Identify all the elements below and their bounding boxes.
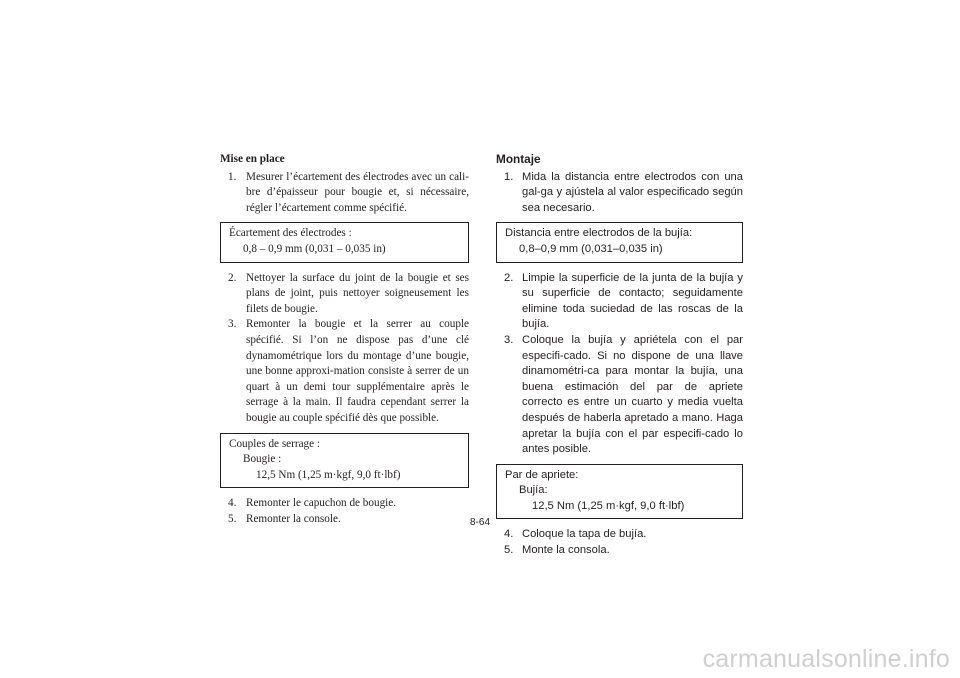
step-3-spanish [496, 333, 743, 458]
step-number: 4. [504, 528, 514, 541]
step-text: Coloque la tapa de bujía. [522, 528, 647, 541]
step-number: 5. [504, 544, 514, 557]
step-number: 1. [228, 170, 237, 183]
page-number: 8-64 [469, 517, 490, 528]
spec-box-torque-spanish [496, 464, 743, 520]
spec-value: 0,8–0,9 mm (0,031–0,035 in) [519, 242, 663, 255]
step-text: Mesurer l’écartement des électrodes avec un cali-bre d’épaisseur pour bougie et, si nécessaire, régler l’écartement comme spécifié. [246, 170, 469, 214]
step-3-french [220, 317, 469, 426]
spec-subtitle: Bujía: [519, 484, 548, 497]
spec-title: Distancia entre electrodos de la bujía: [505, 227, 693, 240]
spec-subtitle: Bougie : [243, 453, 282, 466]
spec-box-torque-french [220, 433, 469, 489]
french-column [220, 152, 469, 527]
spec-value: 12,5 Nm (1,25 m·kgf, 9,0 ft·lbf) [532, 499, 685, 512]
step-number: 5. [228, 512, 237, 525]
spec-title: Par de apriete: [505, 468, 579, 481]
step-number: 2. [504, 271, 514, 284]
spec-title: Écartement des électrodes : [229, 227, 352, 240]
step-text: Remonter la bougie et la serrer au couple spécifié. Si l’on ne dispose pas d’une clé dynamométrique lors du montage d’une bougie, une bonne approxi-mation consiste à serrer de un quart à un demi tour supplémentaire après le serrage à la main. Il faudra cependant serrer la bougie au couple spécifié dès que possible. [246, 318, 469, 424]
spec-value: 0,8 – 0,9 mm (0,031 – 0,035 in) [243, 242, 386, 255]
spec-box-electrode-gap-spanish [496, 222, 743, 262]
section-heading-spanish: Montaje [496, 152, 541, 166]
section-heading-french: Mise en place [220, 153, 285, 165]
step-4-french [220, 496, 469, 512]
step-text: Remonter le capuchon de bougie. [246, 497, 397, 510]
watermark-text: carmanualsonline.info [702, 645, 950, 673]
step-2-french [220, 271, 469, 318]
step-number: 3. [228, 318, 237, 331]
step-text: Nettoyer la surface du joint de la bougie et ses plans de joint, puis nettoyer soigneusement les filets de bougie. [246, 271, 469, 315]
spec-title: Couples de serrage : [229, 437, 321, 450]
step-text: Coloque la bujía y apriétela con el par especifi-cado. Si no dispone de una llave dinamométri-ca para montar la bujía, una buena estimación del par de apriete correcto es entre un cuarto y media vuelta después de haberla apretado a mano. Haga apretar la bujía con el par especifi-cado lo antes posible. [522, 333, 743, 456]
step-number: 3. [504, 333, 514, 346]
spec-value: 12,5 Nm (1,25 m·kgf, 9,0 ft·lbf) [256, 468, 401, 481]
step-4-spanish [496, 527, 743, 543]
step-2-spanish [496, 271, 743, 333]
spanish-column [496, 152, 743, 559]
step-text: Remonter la console. [246, 512, 341, 525]
step-1-french [220, 170, 469, 217]
step-5-spanish [496, 543, 743, 559]
spec-box-electrode-gap-french [220, 222, 469, 262]
step-number: 4. [228, 497, 237, 510]
step-1-spanish [496, 170, 743, 217]
step-text: Mida la distancia entre electrodos con una gal-ga y ajústela al valor especificado según sea necesario. [522, 170, 743, 214]
step-text: Monte la consola. [522, 544, 610, 557]
step-number: 1. [504, 170, 514, 183]
step-text: Limpie la superficie de la junta de la bujía y su superficie de contacto; seguidamente elimine toda suciedad de las roscas de la bujía. [522, 271, 743, 331]
step-number: 2. [228, 271, 237, 284]
